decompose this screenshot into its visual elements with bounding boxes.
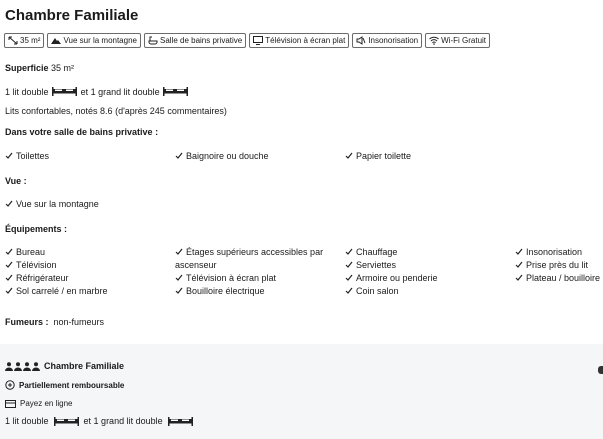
smoking-policy: Fumeurs : non-fumeurs	[5, 317, 105, 327]
list-item: Bouilloire électrique	[175, 285, 325, 298]
double-bed-icon	[52, 87, 77, 96]
person-icon	[23, 362, 31, 371]
tv-icon	[253, 36, 263, 45]
bed-configuration: 1 lit double et 1 grand lit double	[5, 87, 189, 97]
refund-policy: Partiellement remboursable	[5, 380, 124, 390]
list-item: Télévision à écran plat	[175, 272, 325, 285]
offer-header	[5, 361, 124, 371]
check-icon	[175, 274, 183, 282]
payment-method: Payez en ligne	[5, 399, 72, 408]
chip-flat-tv: Télévision à écran plat	[249, 33, 349, 48]
list-item: Télévision	[5, 259, 108, 272]
chip-area: 35 m²	[4, 33, 44, 48]
area-icon	[8, 36, 18, 45]
refund-icon	[5, 380, 15, 390]
list-item: Papier toilette	[345, 150, 411, 163]
chip-private-bathroom: Salle de bains privative	[144, 33, 246, 48]
list-item: Sol carrelé / en marbre	[5, 285, 108, 298]
check-icon	[5, 200, 13, 208]
check-icon	[5, 274, 13, 282]
list-item: Armoire ou penderie	[345, 272, 438, 285]
check-icon	[345, 261, 353, 269]
check-icon	[515, 248, 523, 256]
check-icon	[175, 248, 183, 256]
check-icon	[345, 152, 353, 160]
chip-wifi: Wi-Fi Gratuit	[425, 33, 490, 48]
list-item: Chauffage	[345, 246, 438, 259]
check-icon	[5, 248, 13, 256]
person-icon	[5, 362, 13, 371]
person-icon	[14, 362, 22, 371]
list-item: Plateau / bouilloire	[515, 272, 600, 285]
room-size: Superficie 35 m²	[5, 63, 75, 73]
king-bed-icon	[168, 417, 193, 426]
check-icon	[5, 152, 13, 160]
double-bed-icon	[54, 417, 79, 426]
chip-mountain-view: Vue sur la montagne	[47, 33, 141, 48]
list-item: Coin salon	[345, 285, 438, 298]
offer-title: Chambre Familiale	[44, 361, 125, 371]
check-icon	[5, 261, 13, 269]
check-icon	[5, 287, 13, 295]
check-icon	[345, 287, 353, 295]
king-bed-icon	[163, 87, 188, 96]
check-icon	[345, 274, 353, 282]
bathroom-heading: Dans votre salle de bains privative :	[5, 127, 159, 137]
room-title: Chambre Familiale	[5, 7, 139, 24]
occupancy-icons	[5, 362, 40, 371]
list-item: Réfrigérateur	[5, 272, 108, 285]
soundproof-icon	[356, 36, 366, 45]
bed-rating: Lits confortables, notés 8.6 (d'après 245 commentaires)	[5, 106, 227, 116]
credit-card-icon	[5, 400, 16, 408]
check-icon	[515, 261, 523, 269]
person-icon	[32, 362, 40, 371]
list-item: Toilettes	[5, 150, 49, 163]
list-item: Baignoire ou douche	[175, 150, 269, 163]
list-item: Étages supérieurs accessibles par ascenseur	[175, 247, 324, 270]
amenity-chips	[4, 33, 490, 48]
check-icon	[175, 287, 183, 295]
list-item: Insonorisation	[515, 246, 600, 259]
bath-icon	[148, 36, 158, 45]
list-item: Prise près du lit	[515, 259, 600, 272]
check-icon	[515, 274, 523, 282]
mountain-icon	[51, 36, 61, 45]
radio-edge[interactable]	[598, 366, 603, 374]
wifi-icon	[429, 36, 439, 45]
check-icon	[175, 152, 183, 160]
offer-panel	[0, 344, 603, 439]
chip-soundproof: Insonorisation	[352, 33, 422, 48]
list-item: Serviettes	[345, 259, 438, 272]
equipment-heading: Équipements :	[5, 224, 68, 234]
view-heading: Vue :	[5, 176, 27, 186]
list-item: Vue sur la montagne	[5, 198, 99, 211]
check-icon	[345, 248, 353, 256]
list-item: Bureau	[5, 246, 108, 259]
offer-bed-configuration: 1 lit double et 1 grand lit double	[5, 416, 194, 426]
